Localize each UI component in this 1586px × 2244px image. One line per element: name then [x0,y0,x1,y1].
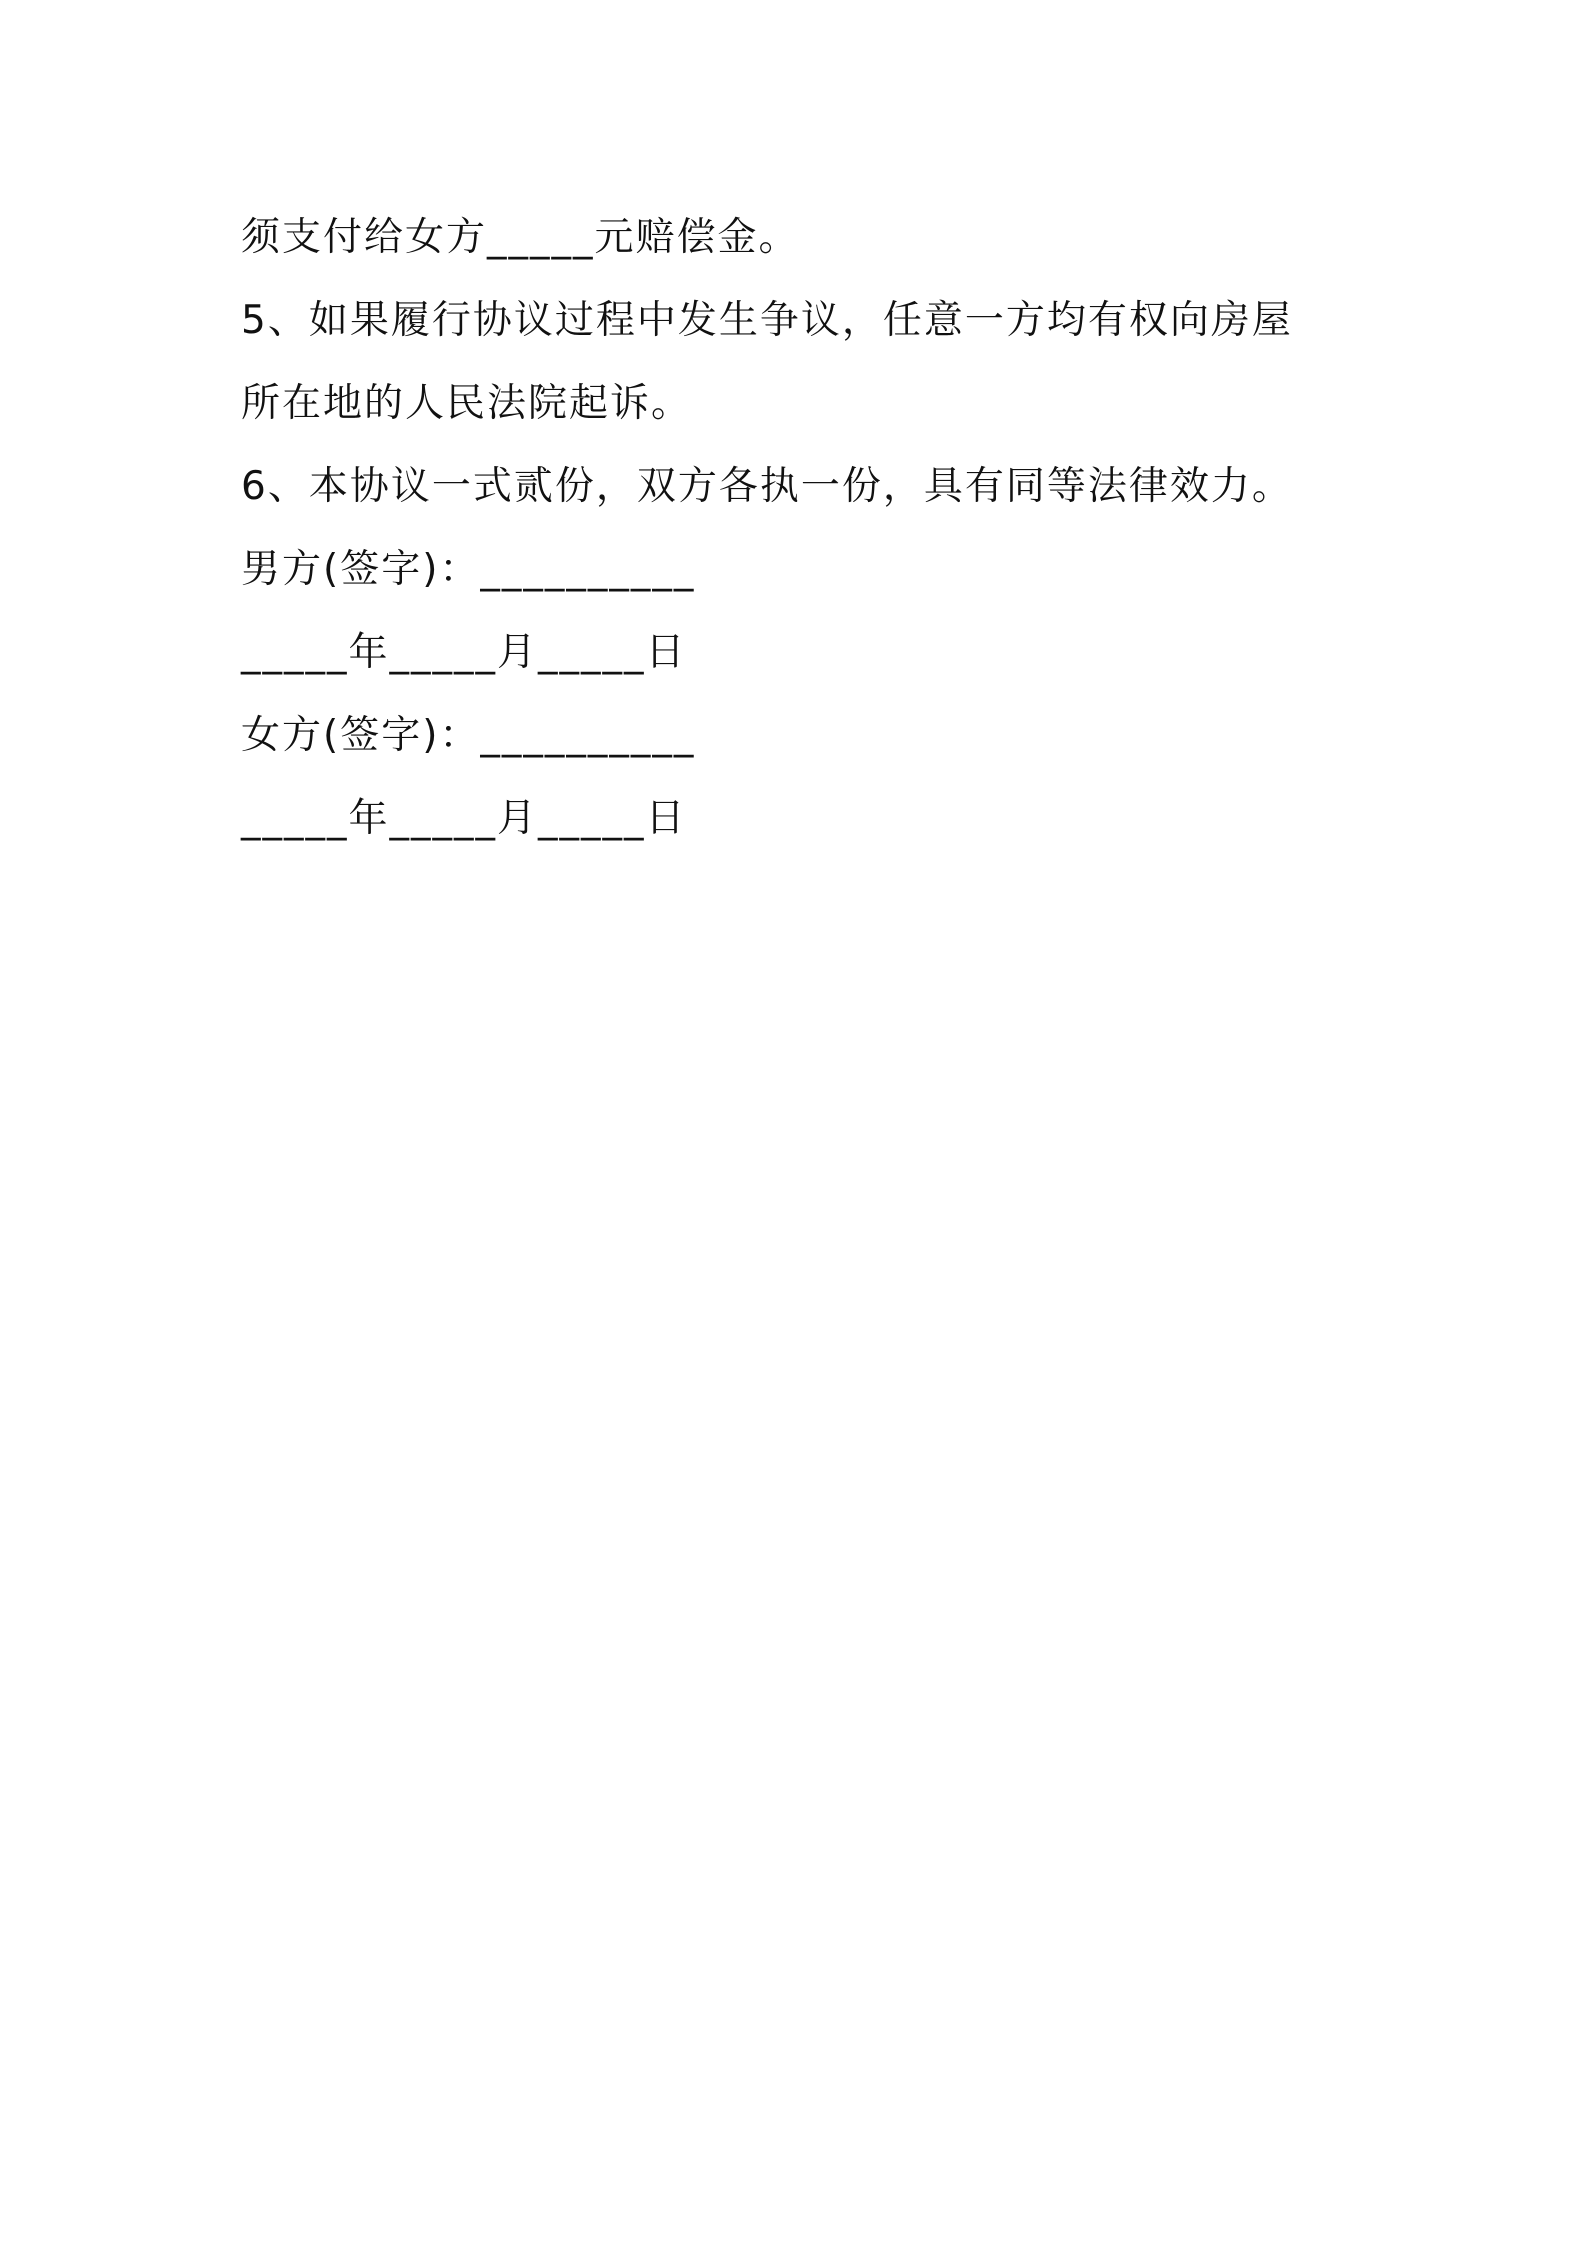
clause-6: 6、本协议一式贰份，双方各执一份，具有同等法律效力。 [241,464,1293,509]
agreement-text [241,196,1391,860]
male-signature-line: 男方(签字)：__________ [241,547,696,592]
male-date-line: _____年_____月_____日 [241,630,687,675]
clause-5-line-2: 所在地的人民法院起诉。 [241,381,693,426]
compensation-clause-continuation: 须支付给女方_____元赔偿金。 [241,215,800,260]
female-date-line: _____年_____月_____日 [241,796,687,841]
clause-5-line-1: 5、如果履行协议过程中发生争议，任意一方均有权向房屋 [241,298,1293,343]
female-signature-line: 女方(签字)：__________ [241,713,696,758]
